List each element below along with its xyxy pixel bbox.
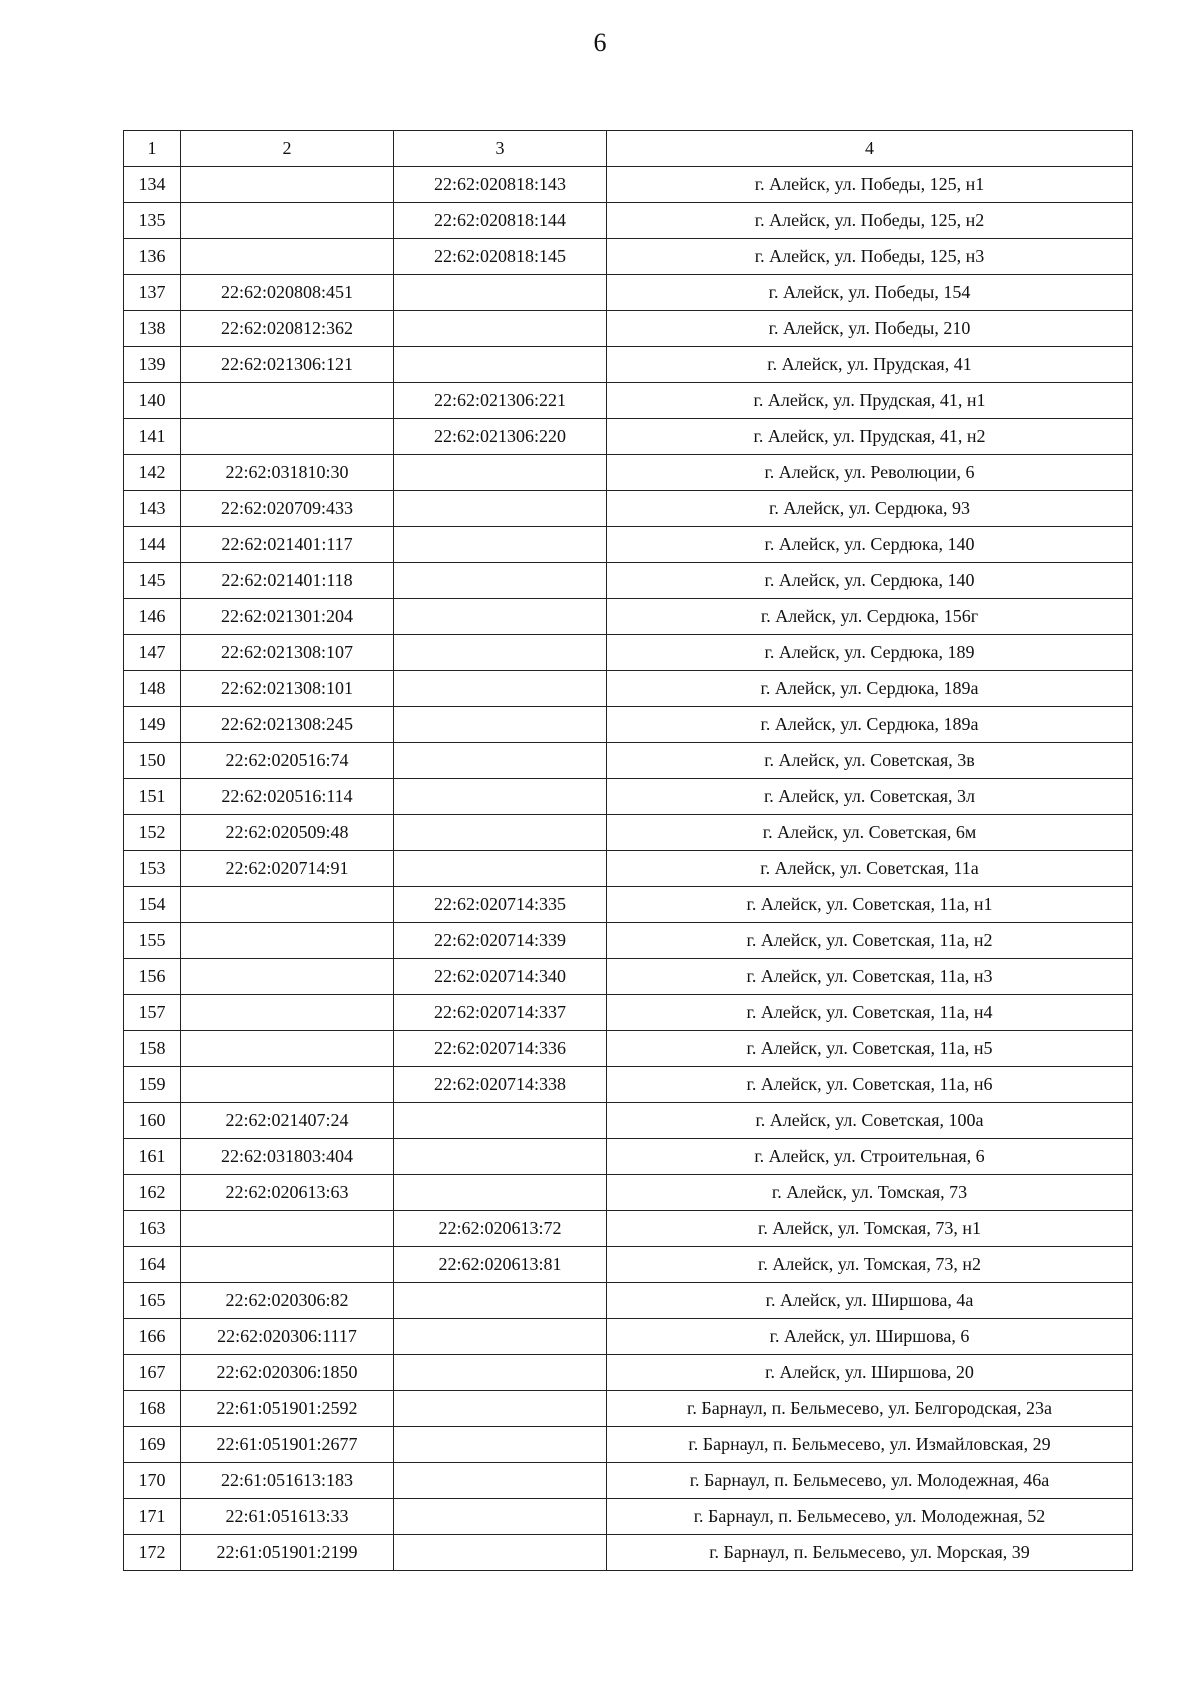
address-cell: г. Барнаул, п. Бельмесево, ул. Белгородская, 23а xyxy=(607,1391,1133,1427)
table-row xyxy=(124,1211,1133,1247)
premises-cadastral-number-cell: 22:62:020818:145 xyxy=(394,239,607,275)
cadastral-number-cell: 22:62:021308:101 xyxy=(181,671,394,707)
address-cell: г. Алейск, ул. Победы, 154 xyxy=(607,275,1133,311)
premises-cadastral-number-cell xyxy=(394,1319,607,1355)
row-number-cell: 160 xyxy=(124,1103,181,1139)
table-row xyxy=(124,635,1133,671)
address-cell: г. Алейск, ул. Советская, 11а, н5 xyxy=(607,1031,1133,1067)
cadastral-number-cell: 22:62:021308:245 xyxy=(181,707,394,743)
row-number-cell: 151 xyxy=(124,779,181,815)
row-number-cell: 164 xyxy=(124,1247,181,1283)
address-cell: г. Алейск, ул. Томская, 73, н1 xyxy=(607,1211,1133,1247)
page-number: 6 xyxy=(593,28,607,57)
cadastral-number-cell: 22:62:021301:204 xyxy=(181,599,394,635)
cadastral-number-cell: 22:62:031803:404 xyxy=(181,1139,394,1175)
row-number-cell: 168 xyxy=(124,1391,181,1427)
row-number-cell: 171 xyxy=(124,1499,181,1535)
premises-cadastral-number-cell: 22:62:020714:339 xyxy=(394,923,607,959)
table-row xyxy=(124,815,1133,851)
table-header-row xyxy=(124,131,1133,167)
table-row xyxy=(124,1463,1133,1499)
cadastral-number-cell: 22:62:020306:1850 xyxy=(181,1355,394,1391)
premises-cadastral-number-cell xyxy=(394,491,607,527)
address-cell: г. Алейск, ул. Победы, 125, н3 xyxy=(607,239,1133,275)
address-cell: г. Алейск, ул. Сердюка, 189а xyxy=(607,707,1133,743)
cadastral-number-cell: 22:62:020812:362 xyxy=(181,311,394,347)
row-number-cell: 159 xyxy=(124,1067,181,1103)
row-number-cell: 163 xyxy=(124,1211,181,1247)
address-cell: г. Алейск, ул. Советская, 11а, н1 xyxy=(607,887,1133,923)
row-number-cell: 167 xyxy=(124,1355,181,1391)
table-row xyxy=(124,1103,1133,1139)
table-row xyxy=(124,1427,1133,1463)
row-number-cell: 172 xyxy=(124,1535,181,1571)
row-number-cell: 158 xyxy=(124,1031,181,1067)
row-number-cell: 136 xyxy=(124,239,181,275)
cadastral-number-cell: 22:61:051613:183 xyxy=(181,1463,394,1499)
address-cell: г. Алейск, ул. Ширшова, 20 xyxy=(607,1355,1133,1391)
row-number-cell: 137 xyxy=(124,275,181,311)
premises-cadastral-number-cell xyxy=(394,779,607,815)
table-row xyxy=(124,851,1133,887)
table-row xyxy=(124,1319,1133,1355)
premises-cadastral-number-cell xyxy=(394,311,607,347)
table-row xyxy=(124,1283,1133,1319)
address-cell: г. Алейск, ул. Ширшова, 4а xyxy=(607,1283,1133,1319)
address-cell: г. Алейск, ул. Советская, 3в xyxy=(607,743,1133,779)
premises-cadastral-number-cell xyxy=(394,599,607,635)
premises-cadastral-number-cell xyxy=(394,1535,607,1571)
table-row xyxy=(124,455,1133,491)
address-cell: г. Алейск, ул. Победы, 125, н2 xyxy=(607,203,1133,239)
row-number-cell: 147 xyxy=(124,635,181,671)
column-header-2: 2 xyxy=(181,131,394,167)
premises-cadastral-number-cell xyxy=(394,455,607,491)
cadastral-number-cell: 22:62:020808:451 xyxy=(181,275,394,311)
cadastral-number-cell: 22:62:020613:63 xyxy=(181,1175,394,1211)
cadastral-number-cell xyxy=(181,203,394,239)
table-body xyxy=(124,167,1133,1571)
address-cell: г. Алейск, ул. Сердюка, 140 xyxy=(607,527,1133,563)
cadastral-number-cell: 22:61:051901:2677 xyxy=(181,1427,394,1463)
cadastral-number-cell: 22:62:020516:114 xyxy=(181,779,394,815)
row-number-cell: 148 xyxy=(124,671,181,707)
table-row xyxy=(124,887,1133,923)
cadastral-number-cell xyxy=(181,995,394,1031)
cadastral-number-cell: 22:62:021308:107 xyxy=(181,635,394,671)
table-row xyxy=(124,995,1133,1031)
premises-cadastral-number-cell xyxy=(394,1391,607,1427)
table-row xyxy=(124,491,1133,527)
premises-cadastral-number-cell xyxy=(394,563,607,599)
row-number-cell: 143 xyxy=(124,491,181,527)
cadastral-number-cell xyxy=(181,1067,394,1103)
cadastral-number-cell: 22:62:021407:24 xyxy=(181,1103,394,1139)
premises-cadastral-number-cell xyxy=(394,1427,607,1463)
cadastral-number-cell xyxy=(181,887,394,923)
cadastral-number-cell xyxy=(181,419,394,455)
table-row xyxy=(124,599,1133,635)
address-cell: г. Алейск, ул. Советская, 11а, н3 xyxy=(607,959,1133,995)
premises-cadastral-number-cell: 22:62:020714:335 xyxy=(394,887,607,923)
row-number-cell: 146 xyxy=(124,599,181,635)
table-row xyxy=(124,1355,1133,1391)
premises-cadastral-number-cell: 22:62:020613:81 xyxy=(394,1247,607,1283)
table-row xyxy=(124,239,1133,275)
cadastral-number-cell: 22:61:051613:33 xyxy=(181,1499,394,1535)
table-row xyxy=(124,1175,1133,1211)
row-number-cell: 170 xyxy=(124,1463,181,1499)
row-number-cell: 155 xyxy=(124,923,181,959)
address-cell: г. Алейск, ул. Победы, 210 xyxy=(607,311,1133,347)
cadastral-number-cell xyxy=(181,923,394,959)
cadastral-number-cell xyxy=(181,1211,394,1247)
cadastral-number-cell: 22:62:031810:30 xyxy=(181,455,394,491)
address-cell: г. Барнаул, п. Бельмесево, ул. Морская, 39 xyxy=(607,1535,1133,1571)
table-row xyxy=(124,347,1133,383)
premises-cadastral-number-cell: 22:62:021306:220 xyxy=(394,419,607,455)
row-number-cell: 138 xyxy=(124,311,181,347)
cadastral-number-cell: 22:62:020714:91 xyxy=(181,851,394,887)
address-cell: г. Алейск, ул. Советская, 11а, н2 xyxy=(607,923,1133,959)
table-row xyxy=(124,671,1133,707)
cadastral-number-cell: 22:61:051901:2199 xyxy=(181,1535,394,1571)
column-header-4: 4 xyxy=(607,131,1133,167)
premises-cadastral-number-cell xyxy=(394,635,607,671)
row-number-cell: 134 xyxy=(124,167,181,203)
premises-cadastral-number-cell xyxy=(394,1499,607,1535)
cadastral-number-cell xyxy=(181,383,394,419)
row-number-cell: 153 xyxy=(124,851,181,887)
address-cell: г. Алейск, ул. Революции, 6 xyxy=(607,455,1133,491)
table-row xyxy=(124,203,1133,239)
premises-cadastral-number-cell xyxy=(394,1283,607,1319)
cadastral-number-cell: 22:62:020709:433 xyxy=(181,491,394,527)
cadastral-number-cell xyxy=(181,239,394,275)
table-row xyxy=(124,707,1133,743)
premises-cadastral-number-cell xyxy=(394,347,607,383)
cadastral-number-cell: 22:61:051901:2592 xyxy=(181,1391,394,1427)
row-number-cell: 169 xyxy=(124,1427,181,1463)
address-cell: г. Алейск, ул. Сердюка, 156г xyxy=(607,599,1133,635)
premises-cadastral-number-cell xyxy=(394,1139,607,1175)
row-number-cell: 141 xyxy=(124,419,181,455)
address-cell: г. Алейск, ул. Строительная, 6 xyxy=(607,1139,1133,1175)
cadastral-number-cell: 22:62:021401:117 xyxy=(181,527,394,563)
premises-cadastral-number-cell: 22:62:020714:336 xyxy=(394,1031,607,1067)
premises-cadastral-number-cell xyxy=(394,1355,607,1391)
row-number-cell: 145 xyxy=(124,563,181,599)
address-cell: г. Алейск, ул. Сердюка, 189 xyxy=(607,635,1133,671)
address-cell: г. Алейск, ул. Советская, 6м xyxy=(607,815,1133,851)
table-row xyxy=(124,1535,1133,1571)
table-row xyxy=(124,383,1133,419)
premises-cadastral-number-cell xyxy=(394,275,607,311)
cadastral-number-cell xyxy=(181,1031,394,1067)
cadastral-number-cell xyxy=(181,1247,394,1283)
premises-cadastral-number-cell xyxy=(394,1103,607,1139)
address-cell: г. Алейск, ул. Прудская, 41, н1 xyxy=(607,383,1133,419)
table-row xyxy=(124,311,1133,347)
cadastral-number-cell xyxy=(181,959,394,995)
address-cell: г. Барнаул, п. Бельмесево, ул. Молодежная, 52 xyxy=(607,1499,1133,1535)
table-row xyxy=(124,923,1133,959)
row-number-cell: 152 xyxy=(124,815,181,851)
premises-cadastral-number-cell: 22:62:020714:338 xyxy=(394,1067,607,1103)
premises-cadastral-number-cell xyxy=(394,671,607,707)
address-cell: г. Барнаул, п. Бельмесево, ул. Измайловская, 29 xyxy=(607,1427,1133,1463)
cadastral-number-cell: 22:62:020509:48 xyxy=(181,815,394,851)
registry-table xyxy=(123,130,1133,1571)
premises-cadastral-number-cell: 22:62:021306:221 xyxy=(394,383,607,419)
row-number-cell: 162 xyxy=(124,1175,181,1211)
address-cell: г. Алейск, ул. Советская, 11а xyxy=(607,851,1133,887)
row-number-cell: 149 xyxy=(124,707,181,743)
table-row xyxy=(124,563,1133,599)
table-row xyxy=(124,1031,1133,1067)
address-cell: г. Алейск, ул. Сердюка, 140 xyxy=(607,563,1133,599)
table-row xyxy=(124,167,1133,203)
row-number-cell: 150 xyxy=(124,743,181,779)
address-cell: г. Алейск, ул. Сердюка, 189а xyxy=(607,671,1133,707)
table-row xyxy=(124,1391,1133,1427)
cadastral-number-cell: 22:62:021306:121 xyxy=(181,347,394,383)
cadastral-number-cell: 22:62:021401:118 xyxy=(181,563,394,599)
address-cell: г. Алейск, ул. Ширшова, 6 xyxy=(607,1319,1133,1355)
premises-cadastral-number-cell xyxy=(394,1463,607,1499)
table-row xyxy=(124,743,1133,779)
row-number-cell: 157 xyxy=(124,995,181,1031)
table-row xyxy=(124,527,1133,563)
premises-cadastral-number-cell xyxy=(394,743,607,779)
row-number-cell: 166 xyxy=(124,1319,181,1355)
table-row xyxy=(124,1139,1133,1175)
address-cell: г. Алейск, ул. Томская, 73, н2 xyxy=(607,1247,1133,1283)
address-cell: г. Алейск, ул. Советская, 3л xyxy=(607,779,1133,815)
row-number-cell: 139 xyxy=(124,347,181,383)
column-header-1: 1 xyxy=(124,131,181,167)
address-cell: г. Алейск, ул. Прудская, 41, н2 xyxy=(607,419,1133,455)
premises-cadastral-number-cell: 22:62:020818:143 xyxy=(394,167,607,203)
cadastral-number-cell xyxy=(181,167,394,203)
address-cell: г. Алейск, ул. Томская, 73 xyxy=(607,1175,1133,1211)
cadastral-number-cell: 22:62:020306:1117 xyxy=(181,1319,394,1355)
address-cell: г. Алейск, ул. Советская, 11а, н6 xyxy=(607,1067,1133,1103)
row-number-cell: 165 xyxy=(124,1283,181,1319)
address-cell: г. Алейск, ул. Сердюка, 93 xyxy=(607,491,1133,527)
table-row xyxy=(124,275,1133,311)
premises-cadastral-number-cell xyxy=(394,851,607,887)
premises-cadastral-number-cell: 22:62:020818:144 xyxy=(394,203,607,239)
address-cell: г. Алейск, ул. Советская, 11а, н4 xyxy=(607,995,1133,1031)
row-number-cell: 144 xyxy=(124,527,181,563)
premises-cadastral-number-cell xyxy=(394,815,607,851)
row-number-cell: 142 xyxy=(124,455,181,491)
address-cell: г. Алейск, ул. Прудская, 41 xyxy=(607,347,1133,383)
address-cell: г. Алейск, ул. Советская, 100а xyxy=(607,1103,1133,1139)
address-cell: г. Барнаул, п. Бельмесево, ул. Молодежная, 46а xyxy=(607,1463,1133,1499)
address-cell: г. Алейск, ул. Победы, 125, н1 xyxy=(607,167,1133,203)
table-row xyxy=(124,779,1133,815)
cadastral-number-cell: 22:62:020516:74 xyxy=(181,743,394,779)
row-number-cell: 156 xyxy=(124,959,181,995)
premises-cadastral-number-cell: 22:62:020714:337 xyxy=(394,995,607,1031)
premises-cadastral-number-cell xyxy=(394,527,607,563)
premises-cadastral-number-cell: 22:62:020613:72 xyxy=(394,1211,607,1247)
premises-cadastral-number-cell xyxy=(394,1175,607,1211)
table-row xyxy=(124,1499,1133,1535)
premises-cadastral-number-cell xyxy=(394,707,607,743)
table-row xyxy=(124,419,1133,455)
row-number-cell: 135 xyxy=(124,203,181,239)
column-header-3: 3 xyxy=(394,131,607,167)
cadastral-number-cell: 22:62:020306:82 xyxy=(181,1283,394,1319)
row-number-cell: 161 xyxy=(124,1139,181,1175)
row-number-cell: 140 xyxy=(124,383,181,419)
table-row xyxy=(124,1067,1133,1103)
table-row xyxy=(124,959,1133,995)
table-row xyxy=(124,1247,1133,1283)
row-number-cell: 154 xyxy=(124,887,181,923)
premises-cadastral-number-cell: 22:62:020714:340 xyxy=(394,959,607,995)
